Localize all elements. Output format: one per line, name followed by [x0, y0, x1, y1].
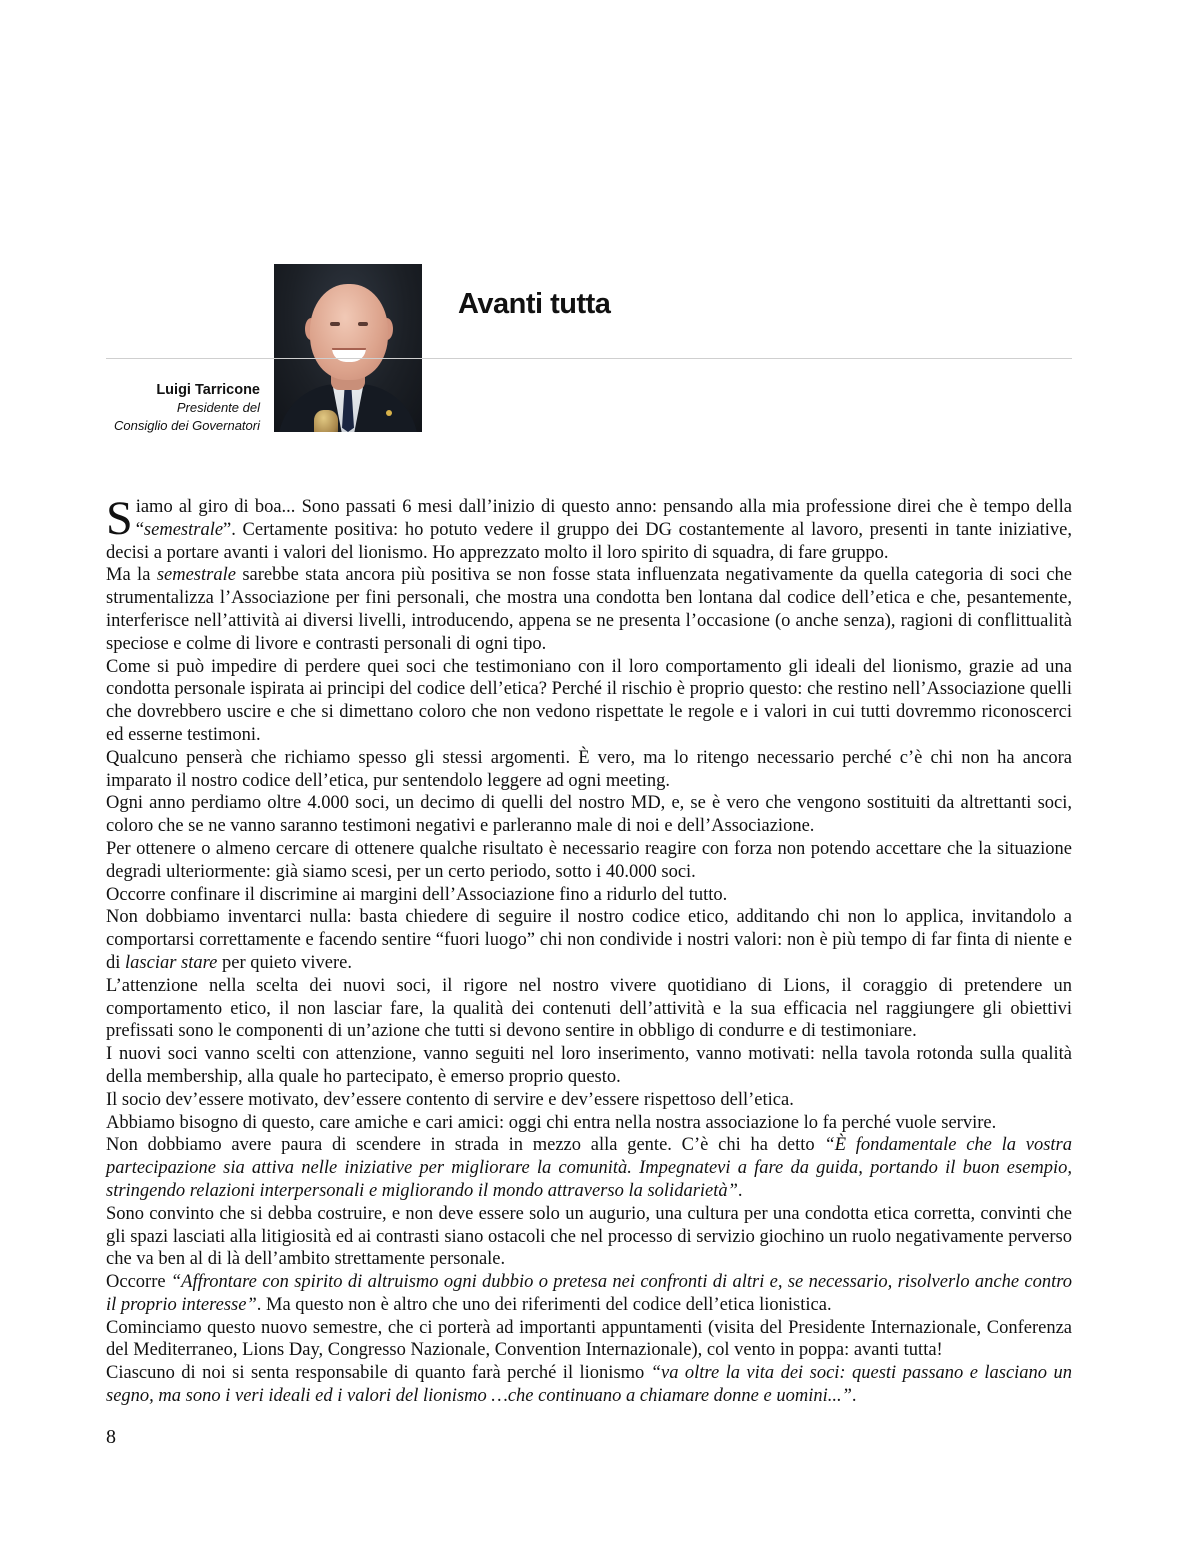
paragraph-4: Qualcuno penserà che richiamo spesso gli stessi argomenti. È vero, ma lo ritengo necessario perché c’è chi non ha ancora imparato il nostro codice dell’etica, pur sentendolo leggere ad ogni meeting. — [106, 747, 1072, 791]
author-role-line-2: Consiglio dei Governatori — [114, 418, 260, 433]
article-body — [106, 492, 1072, 1408]
paragraph-9: L’attenzione nella scelta dei nuovi soci, il rigore nel nostro vivere quotidiano di Lions, il coraggio di pretendere un comportamento etico, il non lasciar fare, la qualità dei contenuti dell’attività e la sua efficacia nel raggiungere gli obiettivi prefissati sono le componenti di un’azione che tutti si devono sentire in obbligo di condurre e di testimoniare. — [106, 975, 1072, 1042]
author-byline — [100, 381, 260, 435]
drop-cap: S — [106, 492, 133, 545]
author-name: Luigi Tarricone — [156, 382, 260, 398]
paragraph-5: Ogni anno perdiamo oltre 4.000 soci, un decimo di quelli del nostro MD, e, se è vero che vengono sostituiti da altrettanti soci, coloro che se ne vanno saranno testimoni negativi e parleranno male di noi e dell’Associazione. — [106, 793, 1072, 837]
paragraph-11: Il socio dev’essere motivato, dev’essere contento di servire e dev’essere rispettoso dell’etica. — [106, 1089, 794, 1110]
paragraph-8: Non dobbiamo inventarci nulla: basta chiedere di seguire il nostro codice etico, additando chi non lo applica, invitandolo a comportarsi correttamente e facendo sentire “fuori luogo” chi non condivide i nostri valori: non è più tempo di far finta di niente e di lasciar stare per quieto vivere. — [106, 907, 1072, 973]
paragraph-7: Occorre confinare il discrimine ai margini dell’Associazione fino a ridurlo del tutto. — [106, 884, 728, 905]
paragraph-17: Ciascuno di noi si senta responsabile di quanto farà perché il lionismo “va oltre la vita dei soci: questi passano e lasciano un segno, ma sono i veri ideali ed i valori del lionismo …che continuano a chiamare donne e uomini...”. — [106, 1363, 1072, 1407]
header-divider — [106, 358, 1072, 359]
author-portrait-photo — [274, 264, 422, 432]
paragraph-14: Sono convinto che si debba costruire, e non deve essere solo un augurio, una cultura per una condotta etica corretta, convinti che gli spazi lasciati alla litigiosità ed ai contrasti siano ostacoli che nel processo di servizio giochino un ruolo negativamente perverso che va ben al di là dell’ambito strettamente personale. — [106, 1203, 1072, 1270]
paragraph-15: Occorre “Affrontare con spirito di altruismo ogni dubbio o pretesa nei confronti di altri e, se necessario, risolverlo anche contro il proprio interesse”. Ma questo non è altro che uno dei riferimenti del codice dell’etica lionistica. — [106, 1272, 1072, 1315]
article-title: Avanti tutta — [458, 288, 611, 320]
author-role-line-1: Presidente del — [176, 400, 260, 415]
paragraph-12: Abbiamo bisogno di questo, care amiche e cari amici: oggi chi entra nella nostra associazione lo fa perché vuole servire. — [106, 1112, 997, 1133]
paragraph-16: Cominciamo questo nuovo semestre, che ci porterà ad importanti appuntamenti (visita del Presidente Internazionale, Conferenza del Mediterraneo, Lions Day, Congresso Nazionale, Convention Internazionale), col vento in poppa: avanti tutta! — [106, 1317, 1072, 1361]
paragraph-1: Siamo al giro di boa... Sono passati 6 mesi dall’inizio di questo anno: pensando alla mia professione direi che è tempo della “semestrale”. Certamente positiva: ho potuto vedere il gruppo dei DG costantemente al lavoro, presenti in tante iniziative, decisi a portare avanti i valori del lionismo. Ho apprezzato molto il loro spirito di squadra, di fare gruppo. — [106, 492, 1072, 563]
page-number: 8 — [106, 1426, 116, 1448]
paragraph-10: I nuovi soci vanno scelti con attenzione, vanno seguiti nel loro inserimento, vanno motivati: nella tavola rotonda sulla qualità della membership, alla quale ho partecipato, è emerso proprio questo. — [106, 1044, 1072, 1087]
paragraph-13: Non dobbiamo avere paura di scendere in strada in mezzo alla gente. C’è chi ha detto “È fondamentale che la vostra partecipazione sia attiva nelle iniziative per migliorare la comunità. Impegnatevi a fare da guida, portando il buon esempio, stringendo relazioni interpersonali e migliorando il mondo attraverso la solidarietà”. — [106, 1135, 1072, 1201]
paragraph-3: Come si può impedire di perdere quei soci che testimoniano con il loro comportamento gli ideali del lionismo, grazie ad una condotta personale ispirata ai principi del codice dell’etica? Perché il rischio è proprio questo: che restino nell’Associazione quelli che dovrebbero uscire e che si dimettano coloro che non vedono rispettate le regole e i valori in cui tutti dovremmo riconoscerci ed esserne testimoni. — [106, 656, 1072, 745]
paragraph-6: Per ottenere o almeno cercare di ottenere qualche risultato è necessario reagire con forza non potendo accettare che la situazione degradi ulteriormente: già siamo scesi, per un certo periodo, sotto i 40.000 soci. — [106, 838, 1072, 882]
paragraph-2: Ma la semestrale sarebbe stata ancora più positiva se non fosse stata influenzata negativamente da quella categoria di soci che strumentalizza l’Associazione per fini personali, che mostra una condotta ben lontana dal codice dell’etica e che, pesantemente, interferisce nell’attività ai diversi livelli, introducendo, appena se ne presenta l’occasione (o anche senza), ragioni di conflittualità speciose e colme di livore e contrasti personali di ogni tipo. — [106, 565, 1072, 654]
